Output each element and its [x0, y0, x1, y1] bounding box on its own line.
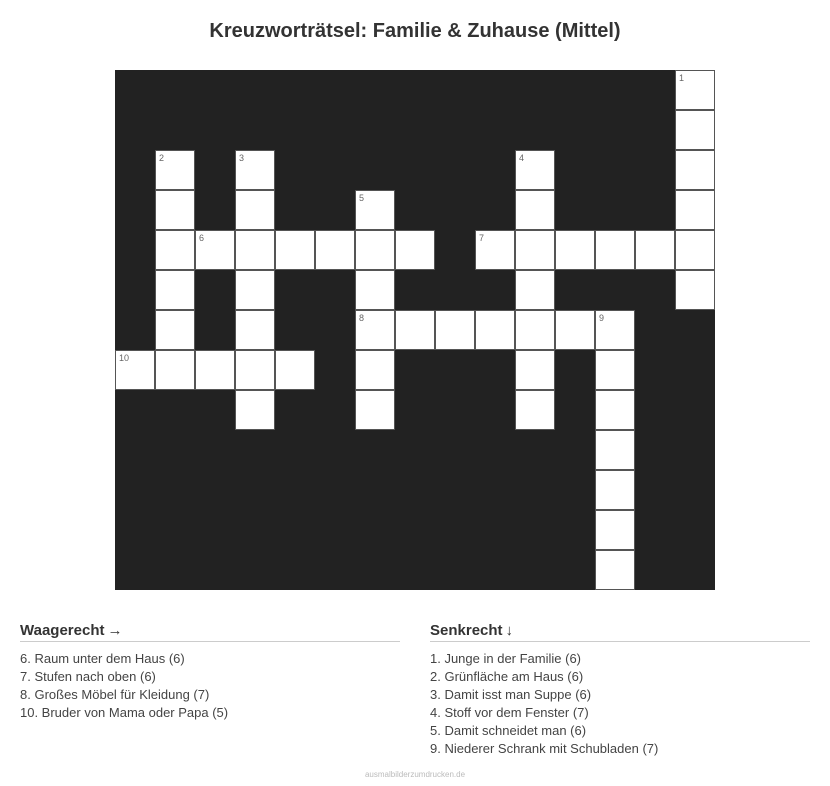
crossword-cell[interactable]: [155, 230, 195, 270]
crossword-cell[interactable]: [515, 390, 555, 430]
crossword-cell[interactable]: [355, 190, 395, 230]
crossword-cell[interactable]: [595, 470, 635, 510]
crossword-cell[interactable]: [355, 270, 395, 310]
crossword-grid: [115, 70, 715, 590]
clue-number: 10: [119, 353, 130, 363]
crossword-cell[interactable]: [515, 190, 555, 230]
crossword-cell[interactable]: [595, 310, 635, 350]
crossword-cell[interactable]: [355, 230, 395, 270]
crossword-cell[interactable]: [155, 350, 195, 390]
crossword-cell[interactable]: [155, 150, 195, 190]
crossword-cell[interactable]: [675, 270, 715, 310]
crossword-cell[interactable]: [275, 350, 315, 390]
crossword-cell[interactable]: [155, 310, 195, 350]
crossword-cell[interactable]: [675, 110, 715, 150]
clue-number: 9: [599, 313, 605, 323]
crossword-cell[interactable]: [115, 350, 155, 390]
down-clues-section: [430, 622, 810, 758]
crossword-cell[interactable]: [515, 230, 555, 270]
crossword-cell[interactable]: [195, 350, 235, 390]
crossword-cell[interactable]: [155, 190, 195, 230]
crossword-cell[interactable]: [275, 230, 315, 270]
clue-number: 5: [359, 193, 365, 203]
crossword-cell[interactable]: [675, 70, 715, 110]
across-clue: 10. Bruder von Mama oder Papa (5): [20, 705, 229, 720]
crossword-cell[interactable]: [235, 310, 275, 350]
footer-credit: ausmalbilderzumdrucken.de: [364, 770, 466, 779]
across-clue: 8. Großes Möbel für Kleidung (7): [20, 687, 210, 702]
crossword-cell[interactable]: [595, 430, 635, 470]
crossword-cell[interactable]: [595, 230, 635, 270]
across-heading-label: Waagerecht: [20, 622, 105, 639]
arrow-down-icon: ↓: [505, 622, 514, 639]
crossword-cell[interactable]: [515, 350, 555, 390]
down-clue: 1. Junge in der Familie (6): [430, 651, 582, 666]
crossword-cell[interactable]: [235, 390, 275, 430]
crossword-cell[interactable]: [315, 230, 355, 270]
crossword-cell[interactable]: [355, 350, 395, 390]
crossword-cell[interactable]: [235, 270, 275, 310]
down-clue: 4. Stoff vor dem Fenster (7): [430, 705, 589, 720]
across-clue: 6. Raum unter dem Haus (6): [20, 651, 185, 666]
crossword-cell[interactable]: [355, 390, 395, 430]
down-clue-list: [430, 650, 810, 758]
clue-number: 7: [479, 233, 485, 243]
crossword-cell[interactable]: [435, 310, 475, 350]
crossword-cell[interactable]: [595, 390, 635, 430]
page-title: Kreuzworträtsel: Familie & Zuhause (Mittel): [209, 20, 621, 42]
crossword-cell[interactable]: [355, 310, 395, 350]
crossword-cell[interactable]: [515, 310, 555, 350]
crossword-cell[interactable]: [195, 230, 235, 270]
clue-number: 2: [159, 153, 165, 163]
crossword-cell[interactable]: [235, 350, 275, 390]
across-clue-list: [20, 650, 400, 722]
crossword-cell[interactable]: [675, 230, 715, 270]
crossword-cell[interactable]: [155, 270, 195, 310]
crossword-cell[interactable]: [395, 230, 435, 270]
arrow-right-icon: →: [107, 622, 123, 639]
clue-number: 4: [519, 153, 525, 163]
down-clue: 3. Damit isst man Suppe (6): [430, 687, 592, 702]
clue-number: 3: [239, 153, 245, 163]
down-heading: [430, 622, 810, 642]
crossword-cell[interactable]: [515, 150, 555, 190]
crossword-cell[interactable]: [595, 350, 635, 390]
crossword-cell[interactable]: [515, 270, 555, 310]
crossword-cell[interactable]: [555, 310, 595, 350]
clue-number: 6: [199, 233, 205, 243]
across-clues-section: [20, 622, 400, 722]
crossword-cell[interactable]: [475, 310, 515, 350]
across-clue: 7. Stufen nach oben (6): [20, 669, 156, 684]
clue-number: 8: [359, 313, 365, 323]
across-heading: [20, 622, 400, 642]
down-heading-label: Senkrecht: [430, 622, 503, 639]
crossword-cell[interactable]: [235, 230, 275, 270]
crossword-cell[interactable]: [235, 150, 275, 190]
down-clue: 5. Damit schneidet man (6): [430, 723, 587, 738]
down-clue: 9. Niederer Schrank mit Schubladen (7): [430, 741, 659, 756]
crossword-cell[interactable]: [635, 230, 675, 270]
crossword-cell[interactable]: [555, 230, 595, 270]
crossword-cell[interactable]: [675, 150, 715, 190]
crossword-cell[interactable]: [475, 230, 515, 270]
crossword-cell[interactable]: [395, 310, 435, 350]
clue-number: 1: [679, 73, 685, 83]
crossword-cell[interactable]: [595, 510, 635, 550]
crossword-cell[interactable]: [595, 550, 635, 590]
crossword-cell[interactable]: [675, 190, 715, 230]
crossword-cell[interactable]: [235, 190, 275, 230]
down-clue: 2. Grünfläche am Haus (6): [430, 669, 584, 684]
